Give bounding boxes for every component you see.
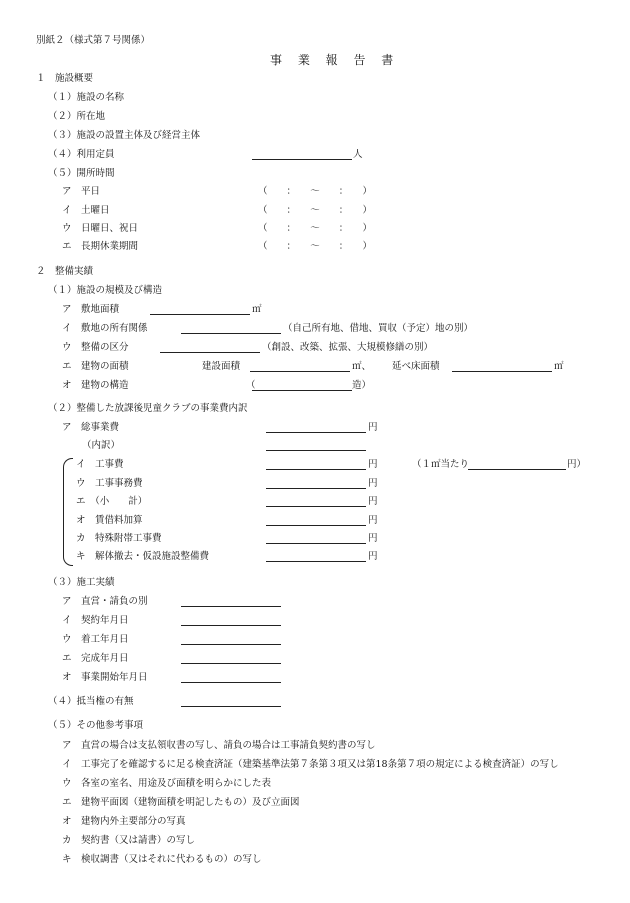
admin-cost-field[interactable] (266, 488, 366, 489)
contract-type-label: ア 直営・請負の別 (62, 596, 148, 607)
reference-item: オ 建物内外主要部分の写真 (62, 816, 186, 827)
hours-weekday-label: ア 平日 (62, 186, 101, 197)
ownership-label: イ 敷地の所有関係 (62, 323, 148, 334)
capacity-unit: 人 (353, 149, 363, 160)
start-date-field[interactable] (181, 644, 281, 645)
breakdown-label: （内訳） (82, 440, 121, 451)
building-area-label: エ 建物の面積 (62, 361, 129, 372)
admin-cost-unit: 円 (368, 478, 378, 489)
capacity-label: （４）利用定員 (48, 149, 115, 160)
rent-addition-unit: 円 (368, 515, 378, 526)
floor-area-label: 延べ床面積 (392, 361, 440, 372)
reference-item: カ 契約書（又は請書）の写し (62, 835, 196, 846)
built-area-field[interactable] (250, 371, 350, 372)
business-start-date-field[interactable] (181, 682, 281, 683)
site-area-field[interactable] (150, 314, 250, 315)
contract-type-field[interactable] (181, 606, 281, 607)
reference-item: イ 工事完了を確認するに足る検査済証（建築基準法第７条第３項又は第18条第７項の規定による検査済証）の写し (62, 759, 559, 770)
hours-label: （５）開所時間 (48, 168, 115, 179)
references-heading: （５）その他参考事項 (48, 720, 144, 731)
completion-date-label: エ 完成年月日 (62, 653, 129, 664)
demolition-label: キ 解体撤去・仮設施設整備費 (76, 551, 210, 562)
hours-weekday-range[interactable]: （ ： ～ ： ） (258, 186, 373, 197)
breakdown-bracket (63, 458, 73, 566)
category-label: ウ 整備の区分 (62, 342, 129, 353)
hours-saturday-label: イ 土曜日 (62, 205, 110, 216)
cost-breakdown-heading: （２）整備した放課後児童クラブの事業費内訳 (48, 403, 248, 414)
facility-name-label: （１）施設の名称 (48, 92, 125, 103)
section-1-heading: １ 施設概要 (36, 73, 94, 84)
built-area-label: 建設面積 (202, 361, 241, 372)
floor-area-field[interactable] (452, 371, 552, 372)
contract-date-label: イ 契約年月日 (62, 615, 129, 626)
operator-label: （３）施設の設置主体及び経営主体 (48, 130, 201, 141)
form-reference: 別紙２（様式第７号関係） (36, 35, 151, 46)
demolition-unit: 円 (368, 551, 378, 562)
per-sqm-label: （１㎡当たり (412, 459, 470, 470)
hours-holiday-label: ウ 日曜日、祝日 (62, 223, 139, 234)
subtotal-label: エ （小 計） (76, 496, 148, 507)
structure-label: オ 建物の構造 (62, 380, 129, 391)
subtotal-unit: 円 (368, 496, 378, 507)
reference-item: エ 建物平面図（建物面積を明記したもの）及び立面図 (62, 797, 300, 808)
reference-item: キ 検収調書（又はそれに代わるもの）の写し (62, 854, 262, 865)
ownership-note: （自己所有地、借地、買収（予定）地の別） (283, 323, 474, 334)
special-work-unit: 円 (368, 533, 378, 544)
ownership-field[interactable] (181, 333, 281, 334)
total-cost-unit: 円 (368, 422, 378, 433)
reference-item: ウ 各室の室名、用途及び面積を明らかにした表 (62, 778, 272, 789)
admin-cost-label: ウ 工事事務費 (76, 478, 143, 489)
per-sqm-close: 円） (567, 459, 587, 470)
mortgage-label: （４）抵当権の有無 (48, 696, 134, 707)
capacity-field[interactable] (252, 159, 352, 160)
special-work-label: カ 特殊附帯工事費 (76, 533, 162, 544)
total-cost-field[interactable] (266, 432, 366, 433)
document-title: 事 業 報 告 書 (270, 53, 400, 67)
site-area-unit: ㎡ (252, 304, 262, 315)
construction-cost-unit: 円 (368, 459, 378, 470)
start-date-label: ウ 着工年月日 (62, 634, 129, 645)
built-area-unit: ㎡、 (352, 361, 372, 372)
mortgage-field[interactable] (181, 706, 281, 707)
site-area-label: ア 敷地面積 (62, 304, 120, 315)
construction-cost-label: イ 工事費 (76, 459, 124, 470)
category-field[interactable] (160, 352, 260, 353)
subtotal-field[interactable] (266, 506, 366, 507)
location-label: （２）所在地 (48, 111, 106, 122)
rent-addition-field[interactable] (266, 525, 366, 526)
structure-open: （ (246, 380, 256, 391)
contract-date-field[interactable] (181, 625, 281, 626)
construction-record-heading: （３）施工実績 (48, 577, 115, 588)
structure-field[interactable] (252, 390, 352, 391)
rent-addition-label: オ 賃借料加算 (76, 515, 143, 526)
floor-area-unit: ㎡ (554, 361, 564, 372)
category-note: （創設、改築、拡張、大規模修繕の別） (262, 342, 434, 353)
hours-vacation-label: エ 長期休業期間 (62, 241, 139, 252)
hours-saturday-range[interactable]: （ ： ～ ： ） (258, 205, 373, 216)
hours-vacation-range[interactable]: （ ： ～ ： ） (258, 241, 373, 252)
construction-cost-field[interactable] (266, 469, 366, 470)
business-start-date-label: オ 事業開始年月日 (62, 672, 148, 683)
section-2-heading: ２ 整備実績 (36, 266, 94, 277)
special-work-field[interactable] (266, 543, 366, 544)
per-sqm-field[interactable] (468, 469, 566, 470)
hours-holiday-range[interactable]: （ ： ～ ： ） (258, 223, 373, 234)
demolition-field[interactable] (266, 561, 366, 562)
reference-item: ア 直営の場合は支払領収書の写し、請負の場合は工事請負契約書の写し (62, 740, 376, 751)
total-cost-label: ア 総事業費 (62, 422, 120, 433)
completion-date-field[interactable] (181, 663, 281, 664)
scale-structure-heading: （１）施設の規模及び構造 (48, 285, 163, 296)
structure-close: 造） (352, 380, 372, 391)
breakdown-line (266, 450, 366, 451)
